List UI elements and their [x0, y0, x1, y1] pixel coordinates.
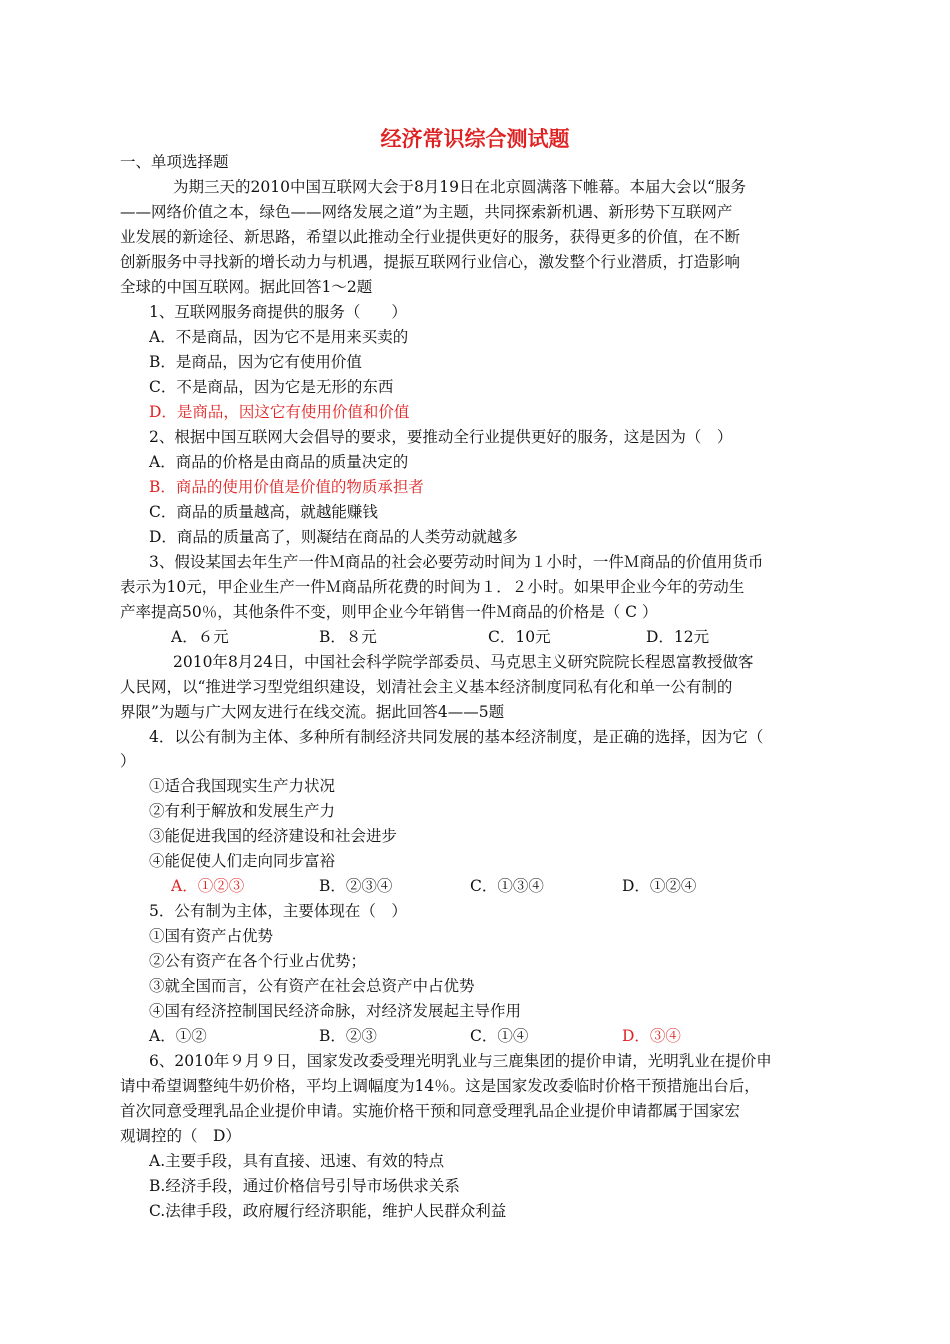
correct-answer-option: A．①②③	[171, 877, 245, 895]
question-stem: 3、假设某国去年生产一件Ｍ商品的社会必要劳动时间为１小时，一件Ｍ商品的价值用货币	[149, 553, 764, 571]
statement-item: ①适合我国现实生产力状况	[149, 777, 336, 795]
paragraph-line: 全球的中国互联网。据此回答1～2题	[120, 278, 373, 296]
question-stem: 4．以公有制为主体、多种所有制经济共同发展的基本经济制度，是正确的选择，因为它（	[149, 728, 764, 746]
correct-answer-option: B．商品的使用价值是价值的物质承担者	[149, 478, 424, 496]
answer-option: A．不是商品，因为它不是用来买卖的	[149, 328, 409, 346]
answer-option: B．是商品，因为它有使用价值	[149, 353, 362, 371]
question-stem: 6、2010年９月９日，国家发改委受理光明乳业与三鹿集团的提价申请，光明乳业在提价申	[149, 1052, 772, 1070]
paragraph-line: 为期三天的2010中国互联网大会于8月19日在北京圆满落下帷幕。本届大会以“服务	[173, 178, 746, 196]
question-stem: 表示为10元，甲企业生产一件Ｍ商品所花费的时间为１．２小时。如果甲企业今年的劳动生	[120, 578, 745, 596]
paragraph-line: ——网络价值之本，绿色——网络发展之道”为主题，共同探索新机遇、新形势下互联网产	[120, 203, 733, 221]
page-title: 经济常识综合测试题	[380, 127, 570, 151]
paragraph-line: 2010年8月24日，中国社会科学院学部委员、马克思主义研究院院长程恩富教授做客	[173, 653, 754, 671]
answer-option: B．②③④	[319, 877, 393, 895]
answer-option: D．商品的质量高了，则凝结在商品的人类劳动就越多	[149, 528, 518, 546]
question-stem: 2、根据中国互联网大会倡导的要求，要推动全行业提供更好的服务，这是因为（ ）	[149, 428, 733, 446]
statement-item: ④能促使人们走向同步富裕	[149, 852, 336, 870]
answer-option: C．10元	[488, 628, 551, 646]
answer-option: A．商品的价格是由商品的质量决定的	[149, 453, 409, 471]
section-heading: 一、单项选择题	[120, 153, 229, 171]
paragraph-line: 业发展的新途径、新思路，希望以此推动全行业提供更好的服务，获得更多的价值，在不断	[120, 228, 741, 246]
question-stem: ）	[120, 752, 136, 770]
statement-item: ④国有经济控制国民经济命脉，对经济发展起主导作用	[149, 1002, 522, 1020]
answer-option: A.主要手段，具有直接、迅速、有效的特点	[149, 1152, 445, 1170]
answer-option: B．８元	[319, 628, 377, 646]
answer-option: C．①③④	[470, 877, 544, 895]
answer-option: D．12元	[646, 628, 710, 646]
answer-option: A．６元	[171, 628, 229, 646]
question-stem: 观调控的（ D）	[120, 1127, 241, 1145]
paragraph-line: 人民网，以“推进学习型党组织建设，划清社会主义基本经济制度同私有化和单一公有制的	[120, 678, 733, 696]
statement-item: ③就全国而言，公有资产在社会总资产中占优势	[149, 977, 475, 995]
correct-answer-option: D．③④	[622, 1027, 681, 1045]
statement-item: ②公有资产在各个行业占优势；	[149, 952, 367, 970]
statement-item: ②有利于解放和发展生产力	[149, 802, 336, 820]
question-stem: 首次同意受理乳品企业提价申请。实施价格干预和同意受理乳品企业提价申请都属于国家宏	[120, 1102, 741, 1120]
paragraph-line: 界限”为题与广大网友进行在线交流。据此回答4——5题	[120, 703, 505, 721]
answer-option: A．①②	[149, 1027, 207, 1045]
question-stem: 1、互联网服务商提供的服务（ ）	[149, 303, 407, 321]
answer-option: D．①②④	[622, 877, 697, 895]
answer-option: B．②③	[319, 1027, 377, 1045]
statement-item: ③能促进我国的经济建设和社会进步	[149, 827, 398, 845]
question-stem: 请中希望调整纯牛奶价格，平均上调幅度为14％。这是国家发改委临时价格干预措施出台后，	[120, 1077, 760, 1095]
question-stem: 5．公有制为主体，主要体现在（ ）	[149, 902, 407, 920]
answer-option: C.法律手段，政府履行经济职能，维护人民群众利益	[149, 1202, 507, 1220]
answer-option: C．①④	[470, 1027, 529, 1045]
paragraph-line: 创新服务中寻找新的增长动力与机遇，提振互联网行业信心，激发整个行业潜质，打造影响	[120, 253, 741, 271]
answer-option: C．不是商品，因为它是无形的东西	[149, 378, 394, 396]
statement-item: ①国有资产占优势	[149, 927, 274, 945]
answer-option: C．商品的质量越高，就越能赚钱	[149, 503, 378, 521]
correct-answer-option: D．是商品，因这它有使用价值和价值	[149, 403, 410, 421]
question-stem: 产率提高50％，其他条件不变，则甲企业今年销售一件Ｍ商品的价格是（ C ）	[120, 603, 658, 621]
answer-option: B.经济手段，通过价格信号引导市场供求关系	[149, 1177, 460, 1195]
